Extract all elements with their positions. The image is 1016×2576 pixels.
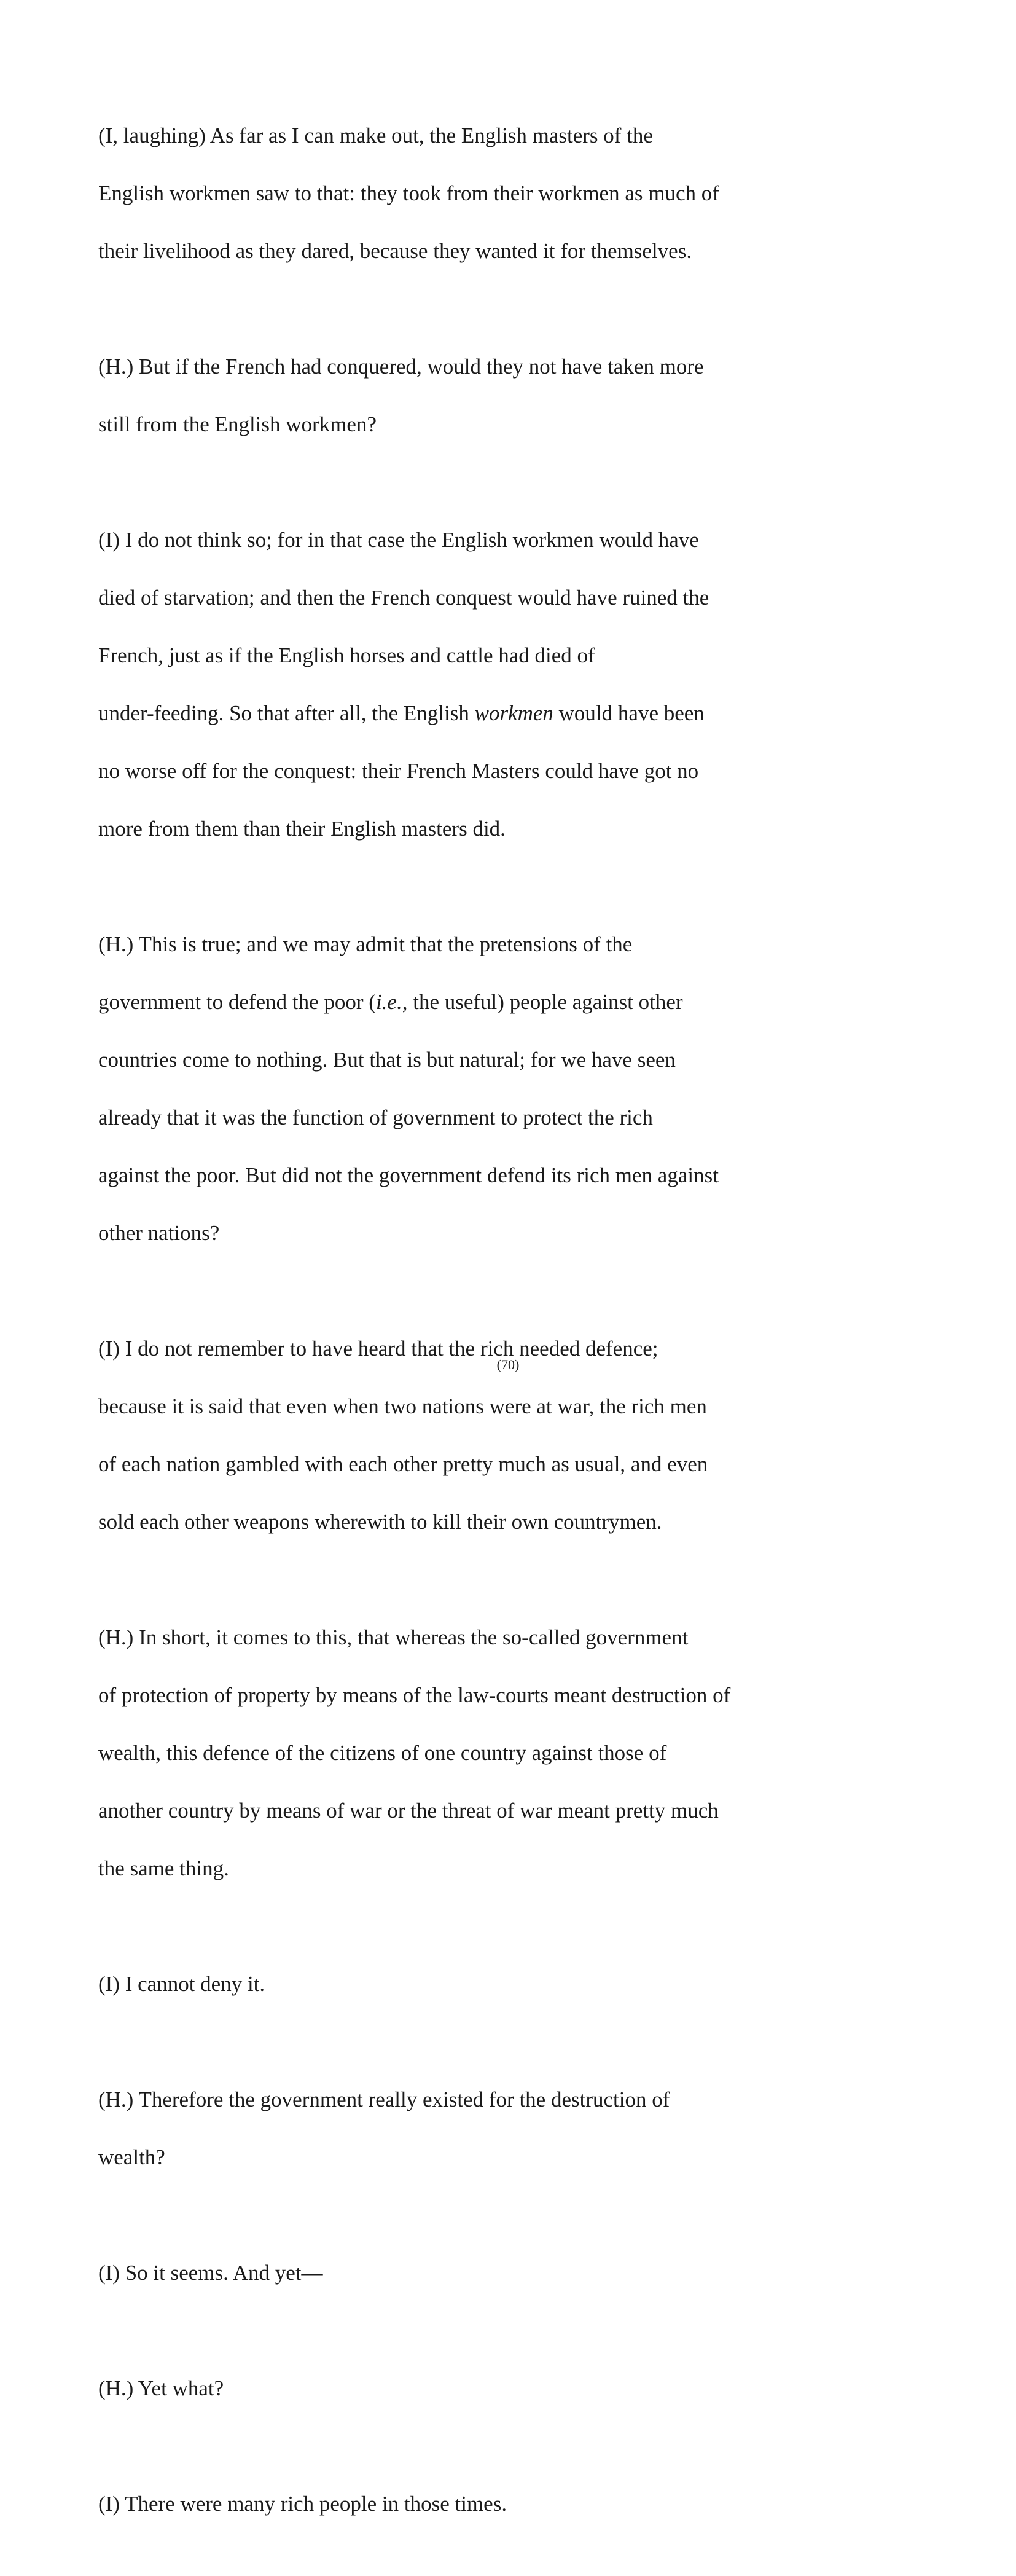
line: English workmen saw to that: they took from their workmen as much of (98, 181, 719, 205)
line: (H.) This is true; and we may admit that the pretensions of the (98, 932, 633, 956)
line: still from the English workmen? (98, 412, 377, 436)
line: (I) So it seems. And yet— (98, 2261, 323, 2285)
paragraph (98, 1305, 835, 1565)
line: because it is said that even when two nations were at war, the rich men (98, 1394, 707, 1418)
paragraph (98, 2229, 835, 2316)
line: another country by means of war or the threat of war meant pretty much (98, 1799, 719, 1823)
line: no worse off for the conquest: their French Masters could have got no (98, 759, 699, 783)
line: their livelihood as they dared, because they wanted it for themselves. (98, 239, 692, 263)
paragraph (98, 2056, 835, 2201)
line: died of starvation; and then the French conquest would have ruined the (98, 586, 709, 610)
line: countries come to nothing. But that is but natural; for we have seen (98, 1048, 676, 1072)
line: (H.) Therefore the government really existed for the destruction of (98, 2087, 670, 2111)
line: (I) There were many rich people in those times. (98, 2492, 507, 2516)
italic-emphasis: i.e. (375, 990, 402, 1014)
line: sold each other weapons wherewith to kill their own countrymen. (98, 1510, 662, 1534)
document-body (98, 92, 835, 2576)
line: government to defend the poor (i.e., the useful) people against other (98, 990, 683, 1014)
italic-emphasis: workmen (474, 701, 553, 725)
paragraph (98, 323, 835, 468)
line: more from them than their English masters did. (98, 817, 506, 841)
line: against the poor. But did not the government defend its rich men against (98, 1163, 719, 1187)
paragraph (98, 497, 835, 872)
line: French, just as if the English horses and cattle had died of (98, 643, 595, 667)
paragraph (98, 2460, 835, 2547)
line: of each nation gambled with each other pretty much as usual, and even (98, 1452, 708, 1476)
paragraph (98, 1941, 835, 2027)
line: wealth? (98, 2145, 165, 2169)
line: wealth, this defence of the citizens of one country against those of (98, 1741, 667, 1765)
line: (I) I do not remember to have heard that the rich needed defence; (98, 1337, 658, 1361)
page-number: (70) (496, 1357, 520, 1372)
line: (I) I do not think so; for in that case the English workmen would have (98, 528, 699, 552)
line: other nations? (98, 1221, 220, 1245)
line: (H.) Yet what? (98, 2376, 224, 2400)
line: under-feeding. So that after all, the English workmen would have been (98, 701, 705, 725)
line: of protection of property by means of the law-courts meant destruction of (98, 1683, 731, 1707)
paragraph (98, 2345, 835, 2432)
line: (H.) In short, it comes to this, that whereas the so-called government (98, 1625, 689, 1649)
paragraph (98, 92, 835, 294)
paragraph (98, 1594, 835, 1912)
line: the same thing. (98, 1856, 229, 1880)
line: already that it was the function of government to protect the rich (98, 1105, 653, 1129)
paragraph (98, 901, 835, 1276)
line: (H.) But if the French had conquered, would they not have taken more (98, 355, 704, 379)
line: (I, laughing) As far as I can make out, the English masters of the (98, 124, 653, 147)
line: (I) I cannot deny it. (98, 1972, 265, 1996)
